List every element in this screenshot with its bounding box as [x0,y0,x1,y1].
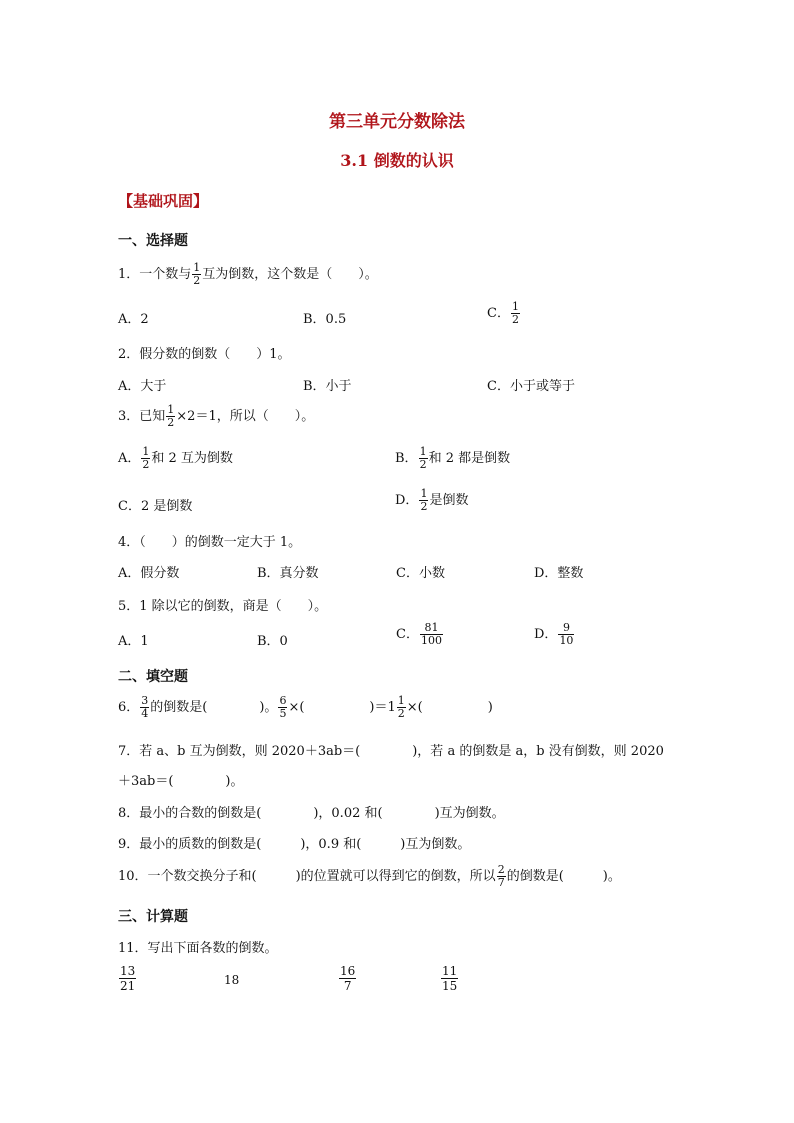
part1-heading: 一、选择题 [118,233,188,249]
q1-option-c[interactable]: C． $\frac{1}{2}$ [487,300,519,326]
q2-stem: 2．假分数的倒数（ ）1。 [118,347,291,362]
part2-heading: 二、填空题 [118,669,188,685]
q4-option-c[interactable]: C．小数 [396,566,445,581]
q11-item-1: $\frac{13}{21}$ [120,964,136,993]
q4-option-d[interactable]: D．整数 [534,566,584,581]
q2-option-a[interactable]: A．大于 [118,379,167,394]
q4-option-a[interactable]: A．假分数 [118,566,180,581]
q5-stem: 5．1 除以它的倒数，商是（ ）。 [118,599,328,614]
q7-line2: ＋3ab＝( )。 [118,774,244,789]
q3-option-b[interactable]: B． $\frac{1}{2}$ 和 2 都是倒数 [395,445,511,471]
q11-stem: 11．写出下面各数的倒数。 [118,941,278,956]
q3-option-a[interactable]: A． $\frac{1}{2}$ 和 2 互为倒数 [118,445,233,471]
q7-line1: 7．若 a、b 互为倒数，则 2020＋3ab＝( )，若 a 的倒数是 a，b 没有倒数，则 2020 [118,744,664,759]
q11-item-4: $\frac{11}{15}$ [442,964,458,993]
q2-option-c[interactable]: C．小于或等于 [487,379,575,394]
q6-stem: 6． $\frac{3}{4}$ 的倒数是( )。 $\frac{6}{5}$ ×( )＝1 $\frac{1}{2}$ ×( ) [118,694,493,720]
q5-option-b[interactable]: B．0 [257,634,288,649]
q4-option-b[interactable]: B．真分数 [257,566,319,581]
page-subtitle: 3.1 倒数的认识 [340,151,454,170]
q5-option-c[interactable]: C． $\frac{81}{100}$ [396,621,442,647]
section-label: 【基础巩固】 [118,192,209,210]
part3-heading: 三、计算题 [118,909,188,925]
q5-option-d[interactable]: D． $\frac{9}{10}$ [534,621,574,647]
page-title: 第三单元分数除法 [329,112,465,132]
q3-stem: 3．已知 $\frac{1}{2}$ ×2＝1，所以（ ）。 [118,403,315,429]
q1-option-b[interactable]: B．0.5 [303,312,347,327]
q2-option-b[interactable]: B．小于 [303,379,352,394]
q4-stem: 4．（ ）的倒数一定大于 1。 [118,535,302,550]
q9-stem: 9．最小的质数的倒数是( )，0.9 和( )互为倒数。 [118,837,471,852]
q3-option-c[interactable]: C．2 是倒数 [118,499,193,514]
q11-item-2: 18 [224,973,240,987]
q11-item-3: $\frac{16}{7}$ [340,964,356,993]
q8-stem: 8．最小的合数的倒数是( )，0.02 和( )互为倒数。 [118,806,505,821]
q3-option-d[interactable]: D． $\frac{1}{2}$ 是倒数 [395,487,469,513]
q1-stem: 1．一个数与 $\frac{1}{2}$ 互为倒数，这个数是（ ）。 [118,261,378,287]
q5-option-a[interactable]: A．1 [118,634,149,649]
q10-stem: 10．一个数交换分子和( )的位置就可以得到它的倒数，所以 $\frac{2}{7}$ 的倒数是( )。 [118,863,621,889]
q1-option-a[interactable]: A．2 [118,312,149,327]
fraction: $\frac{1}{2}$ [193,261,201,287]
